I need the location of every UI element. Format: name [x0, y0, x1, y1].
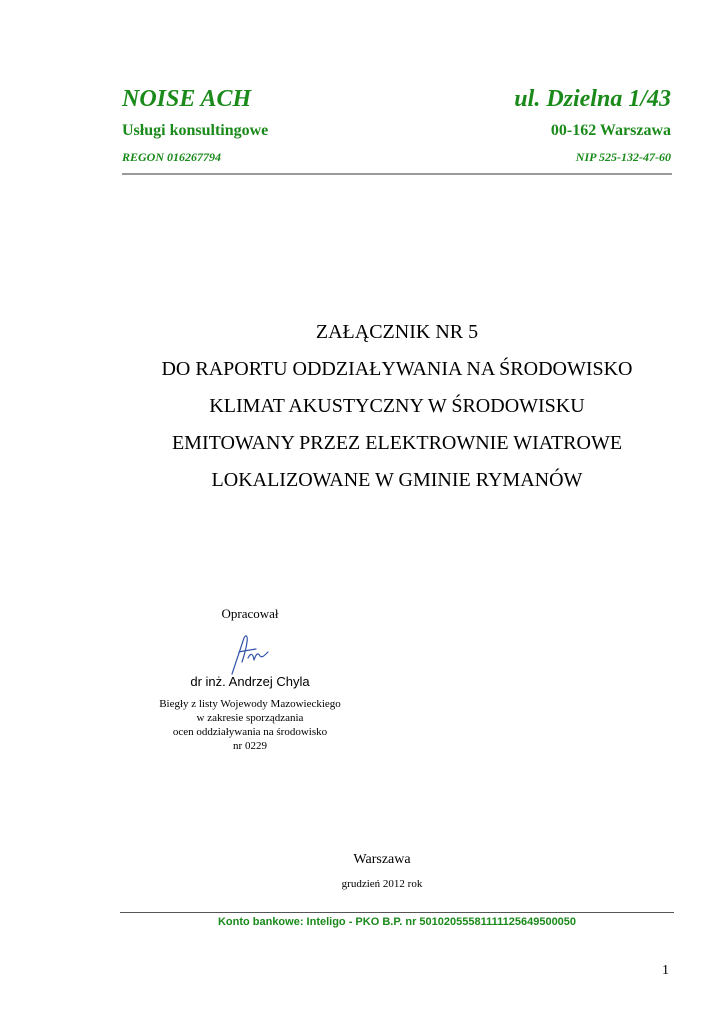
company-regon: REGON 016267794	[122, 150, 222, 164]
company-services: Usługi konsultingowe	[122, 122, 269, 139]
company-street: ul. Dzielna 1/43	[514, 86, 671, 112]
footer-divider	[120, 912, 674, 913]
bank-account: Konto bankowe: Inteligo - PKO B.P. nr 50102055581111125649500050	[217, 916, 577, 928]
author-name: dr inż. Andrzej Chyla	[190, 674, 310, 689]
title-line: EMITOWANY PRZEZ ELEKTROWNIE WIATROWE	[171, 432, 623, 454]
handwritten-signature	[226, 632, 274, 676]
document-title	[100, 314, 694, 499]
author-credentials	[120, 697, 380, 753]
title-line: KLIMAT AKUSTYCZNY W ŚRODOWISKU	[209, 395, 585, 417]
title-line: ZAŁĄCZNIK NR 5	[315, 321, 479, 343]
date: grudzień 2012 rok	[341, 878, 423, 890]
header-divider	[122, 173, 672, 175]
page-number: 1	[662, 963, 669, 978]
title-line: LOKALIZOWANE W GMINIE RYMANÓW	[211, 469, 583, 491]
credential-line: nr 0229	[233, 740, 267, 752]
place: Warszawa	[353, 852, 411, 867]
prepared-by-label: Opracował	[221, 606, 279, 621]
credential-line: ocen oddziaływania na środowisko	[172, 726, 328, 738]
credential-line: w zakresie sporządzania	[196, 712, 304, 724]
title-line: DO RAPORTU ODDZIAŁYWANIA NA ŚRODOWISKO	[161, 358, 633, 380]
credential-line: Biegły z listy Wojewody Mazowieckiego	[159, 698, 341, 710]
company-name: NOISE ACH	[122, 86, 252, 112]
company-city: 00-162 Warszawa	[550, 122, 671, 139]
company-nip: NIP 525-132-47-60	[575, 150, 671, 164]
